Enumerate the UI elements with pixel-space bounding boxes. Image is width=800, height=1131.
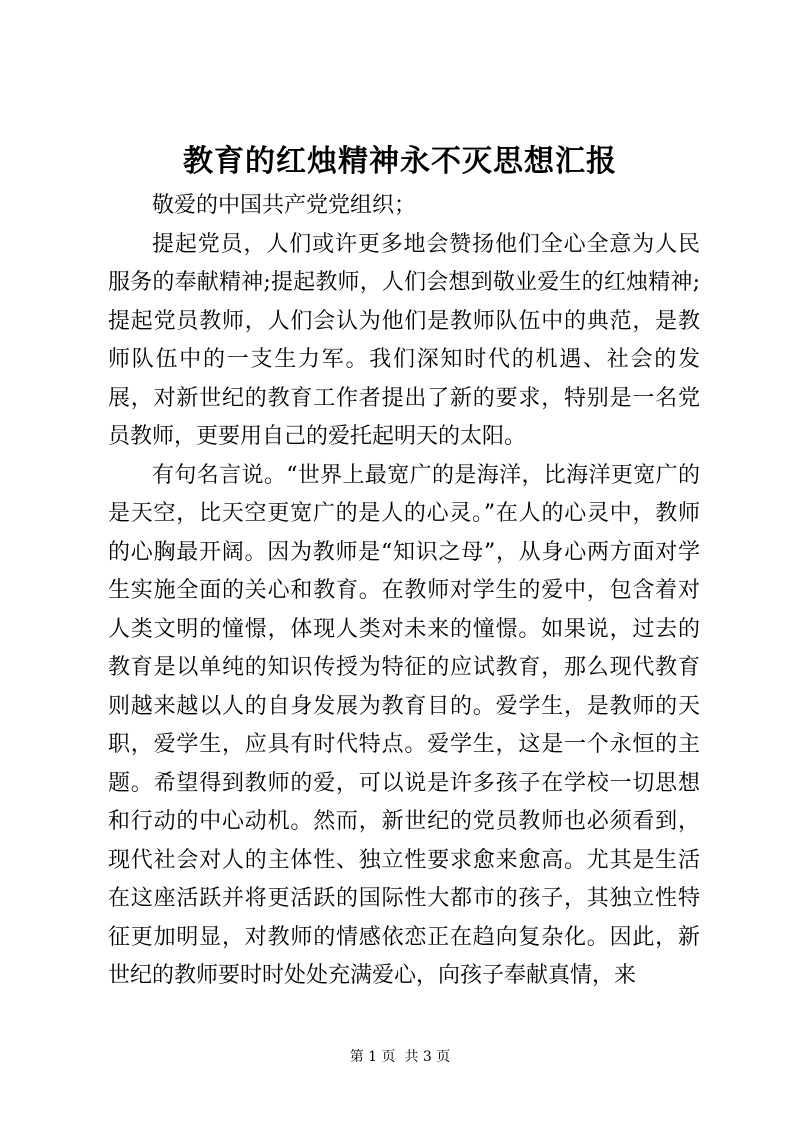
salutation-paragraph: 敬爱的中国共产党党组织； xyxy=(152,193,417,218)
page-footer: 第 1 页 共 3 页 xyxy=(349,1049,451,1065)
document-body xyxy=(108,187,700,996)
body-paragraph: 有句名言说。“世界上最宽广的是海洋，比海洋更宽广的是天空，比天空更宽广的是人的心灵。”在人的心灵中，教师的心胸最开阔。因为教师是“知识之母”，从身心两方面对学生实施全面的关心和教育。在教师对学生的爱中，包含着对人类文明的憧憬，体现人类对未来的憧憬。如果说，过去的教育是以单纯的知识传授为特征的应试教育，那么现代教育则越来越以人的自身发展为教育目的。爱学生，是教师的天职，爱学生，应具有时代特点。爱学生，这是一个永恒的主题。希望得到教师的爱，可以说是许多孩子在学校一切思想和行动的中心动机。然而，新世纪的党员教师也必须看到，现代社会对人的主体性、独立性要求愈来愈高。尤其是生活在这座活跃并将更活跃的国际性大都市的孩子，其独立性特征更加明显，对教师的情感依恋正在趋向复杂化。因此，新世纪的教师要时时处处充满爱心，向孩子奉献真情，来 xyxy=(108,462,700,988)
body-paragraph: 提起党员，人们或许更多地会赞扬他们全心全意为人民服务的奉献精神;提起教师，人们会想到敬业爱生的红烛精神;提起党员教师，人们会认为他们是教师队伍中的典范，是教师队伍中的一支生力军。我们深知时代的机遇、社会的发展，对新世纪的教育工作者提出了新的要求，特别是一名党员教师，更要用自己的爱托起明天的太阳。 xyxy=(108,231,700,449)
document-title: 教育的红烛精神永不灭思想汇报 xyxy=(183,144,617,179)
